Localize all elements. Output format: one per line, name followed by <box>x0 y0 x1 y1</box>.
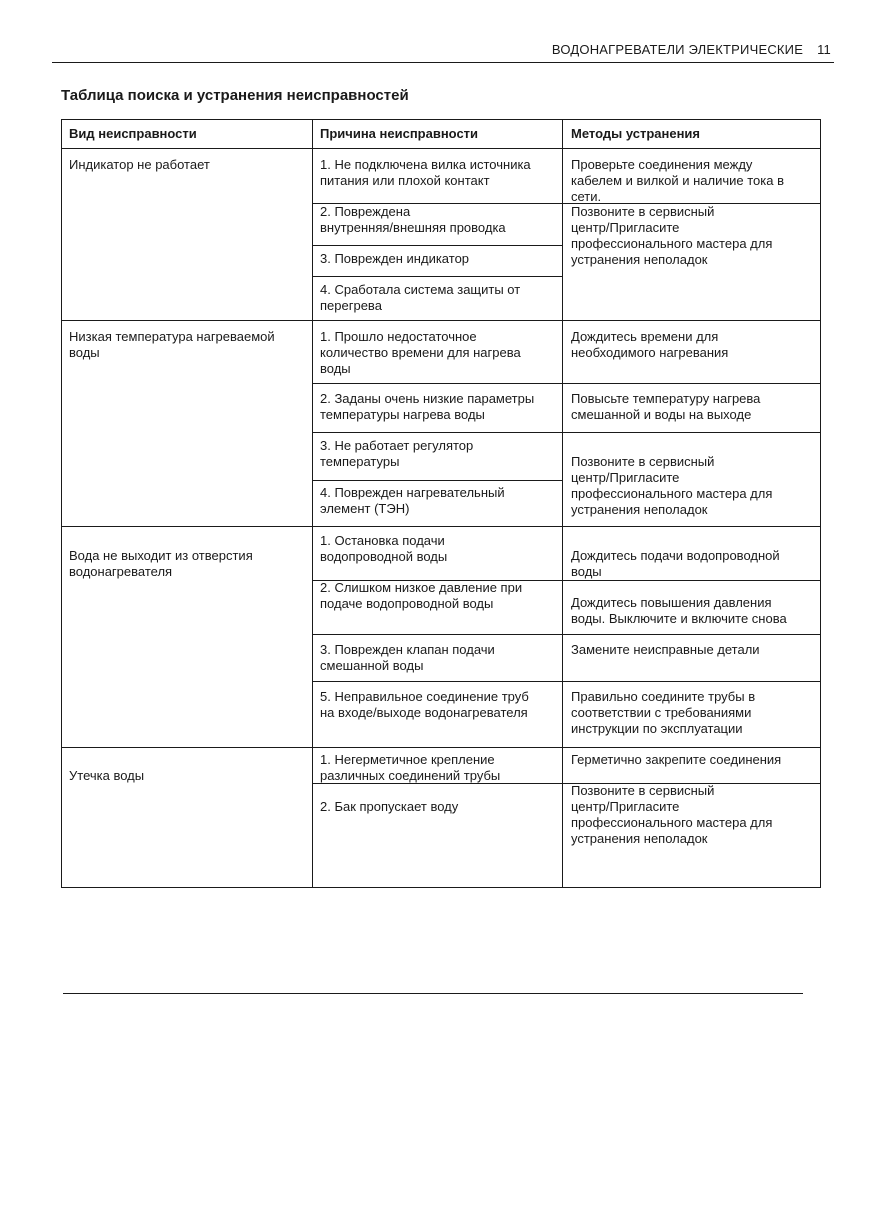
column-divider <box>562 119 563 888</box>
running-header <box>552 42 831 57</box>
group-divider <box>61 526 821 527</box>
cause-cell: 4. Сработала система защиты от перегрева <box>320 282 521 313</box>
cause-cell: 3. Поврежден индикатор <box>320 251 470 266</box>
remedy-cell: Проверьте соединения между кабелем и вилкой и наличие тока в сети. <box>571 157 784 204</box>
cause-cell: 3. Не работает регулятор температуры <box>320 438 474 469</box>
page-number: 11 <box>817 42 831 57</box>
table-border-left <box>61 119 62 888</box>
troubleshooting-table <box>61 119 821 888</box>
column-divider <box>312 119 313 888</box>
column-header: Вид неисправности <box>69 126 197 141</box>
row-divider <box>312 432 821 433</box>
column-header: Причина неисправности <box>320 126 479 141</box>
group-divider <box>61 747 821 748</box>
remedy-cell: Дождитесь подачи водопроводной воды <box>571 548 780 579</box>
row-divider <box>312 480 563 481</box>
table-border-bottom <box>61 887 821 888</box>
row-divider <box>312 276 563 277</box>
column-header: Методы устранения <box>571 126 701 141</box>
document-title: ВОДОНАГРЕВАТЕЛИ ЭЛЕКТРИЧЕСКИЕ <box>551 42 804 57</box>
remedy-cell: Позвоните в сервисный центр/Пригласите профессионального мастера для устранения неполадок <box>571 454 773 517</box>
fault-cell: Утечка воды <box>69 768 145 783</box>
remedy-cell: Позвоните в сервисный центр/Пригласите профессионального мастера для устранения неполадок <box>571 783 773 846</box>
cause-cell: 5. Неправильное соединение труб на входе/выходе водонагревателя <box>320 689 529 720</box>
row-divider <box>312 681 821 682</box>
cause-cell: 2. Заданы очень низкие параметры температуры нагрева воды <box>320 391 535 422</box>
remedy-cell: Повысьте температуру нагрева смешанной и воды на выходе <box>571 391 761 422</box>
cause-cell: 2. Слишком низкое давление при подаче водопроводной воды <box>320 580 523 611</box>
remedy-cell: Правильно соедините трубы в соответствии с требованиями инструкции по эксплуатации <box>571 689 756 736</box>
remedy-cell: Дождитесь времени для необходимого нагревания <box>571 329 729 360</box>
table-border-right <box>820 119 821 888</box>
remedy-cell: Замените неисправные детали <box>571 642 760 657</box>
fault-cell: Индикатор не работает <box>69 157 210 172</box>
fault-cell: Вода не выходит из отверстия водонагревателя <box>69 548 253 579</box>
fault-cell: Низкая температура нагреваемой воды <box>69 329 275 360</box>
remedy-cell: Герметично закрепите соединения <box>571 752 782 767</box>
cause-cell: 1. Не подключена вилка источника питания или плохой контакт <box>320 157 531 188</box>
cause-cell: 1. Прошло недостаточное количество времени для нагрева воды <box>320 329 521 376</box>
row-divider <box>312 245 563 246</box>
remedy-cell: Дождитесь повышения давления воды. Выключите и включите снова <box>571 595 787 626</box>
table-border-top <box>61 119 821 120</box>
cause-cell: 1. Негерметичное крепление различных соединений трубы <box>320 752 501 783</box>
section-title: Таблица поиска и устранения неисправностей <box>61 87 409 104</box>
cause-cell: 1. Остановка подачи водопроводной воды <box>320 533 448 564</box>
remedy-cell: Позвоните в сервисный центр/Пригласите профессионального мастера для устранения неполадок <box>571 204 773 267</box>
header-row-divider <box>61 148 821 149</box>
cause-cell: 2. Бак пропускает воду <box>320 799 459 814</box>
row-divider <box>312 634 821 635</box>
cause-cell: 2. Повреждена внутренняя/внешняя проводка <box>320 204 506 235</box>
cause-cell: 3. Поврежден клапан подачи смешанной воды <box>320 642 495 673</box>
group-divider <box>61 320 821 321</box>
header-rule <box>52 62 834 63</box>
footer-rule <box>63 993 803 994</box>
row-divider <box>312 383 821 384</box>
cause-cell: 4. Поврежден нагревательный элемент (ТЭН) <box>320 485 505 516</box>
